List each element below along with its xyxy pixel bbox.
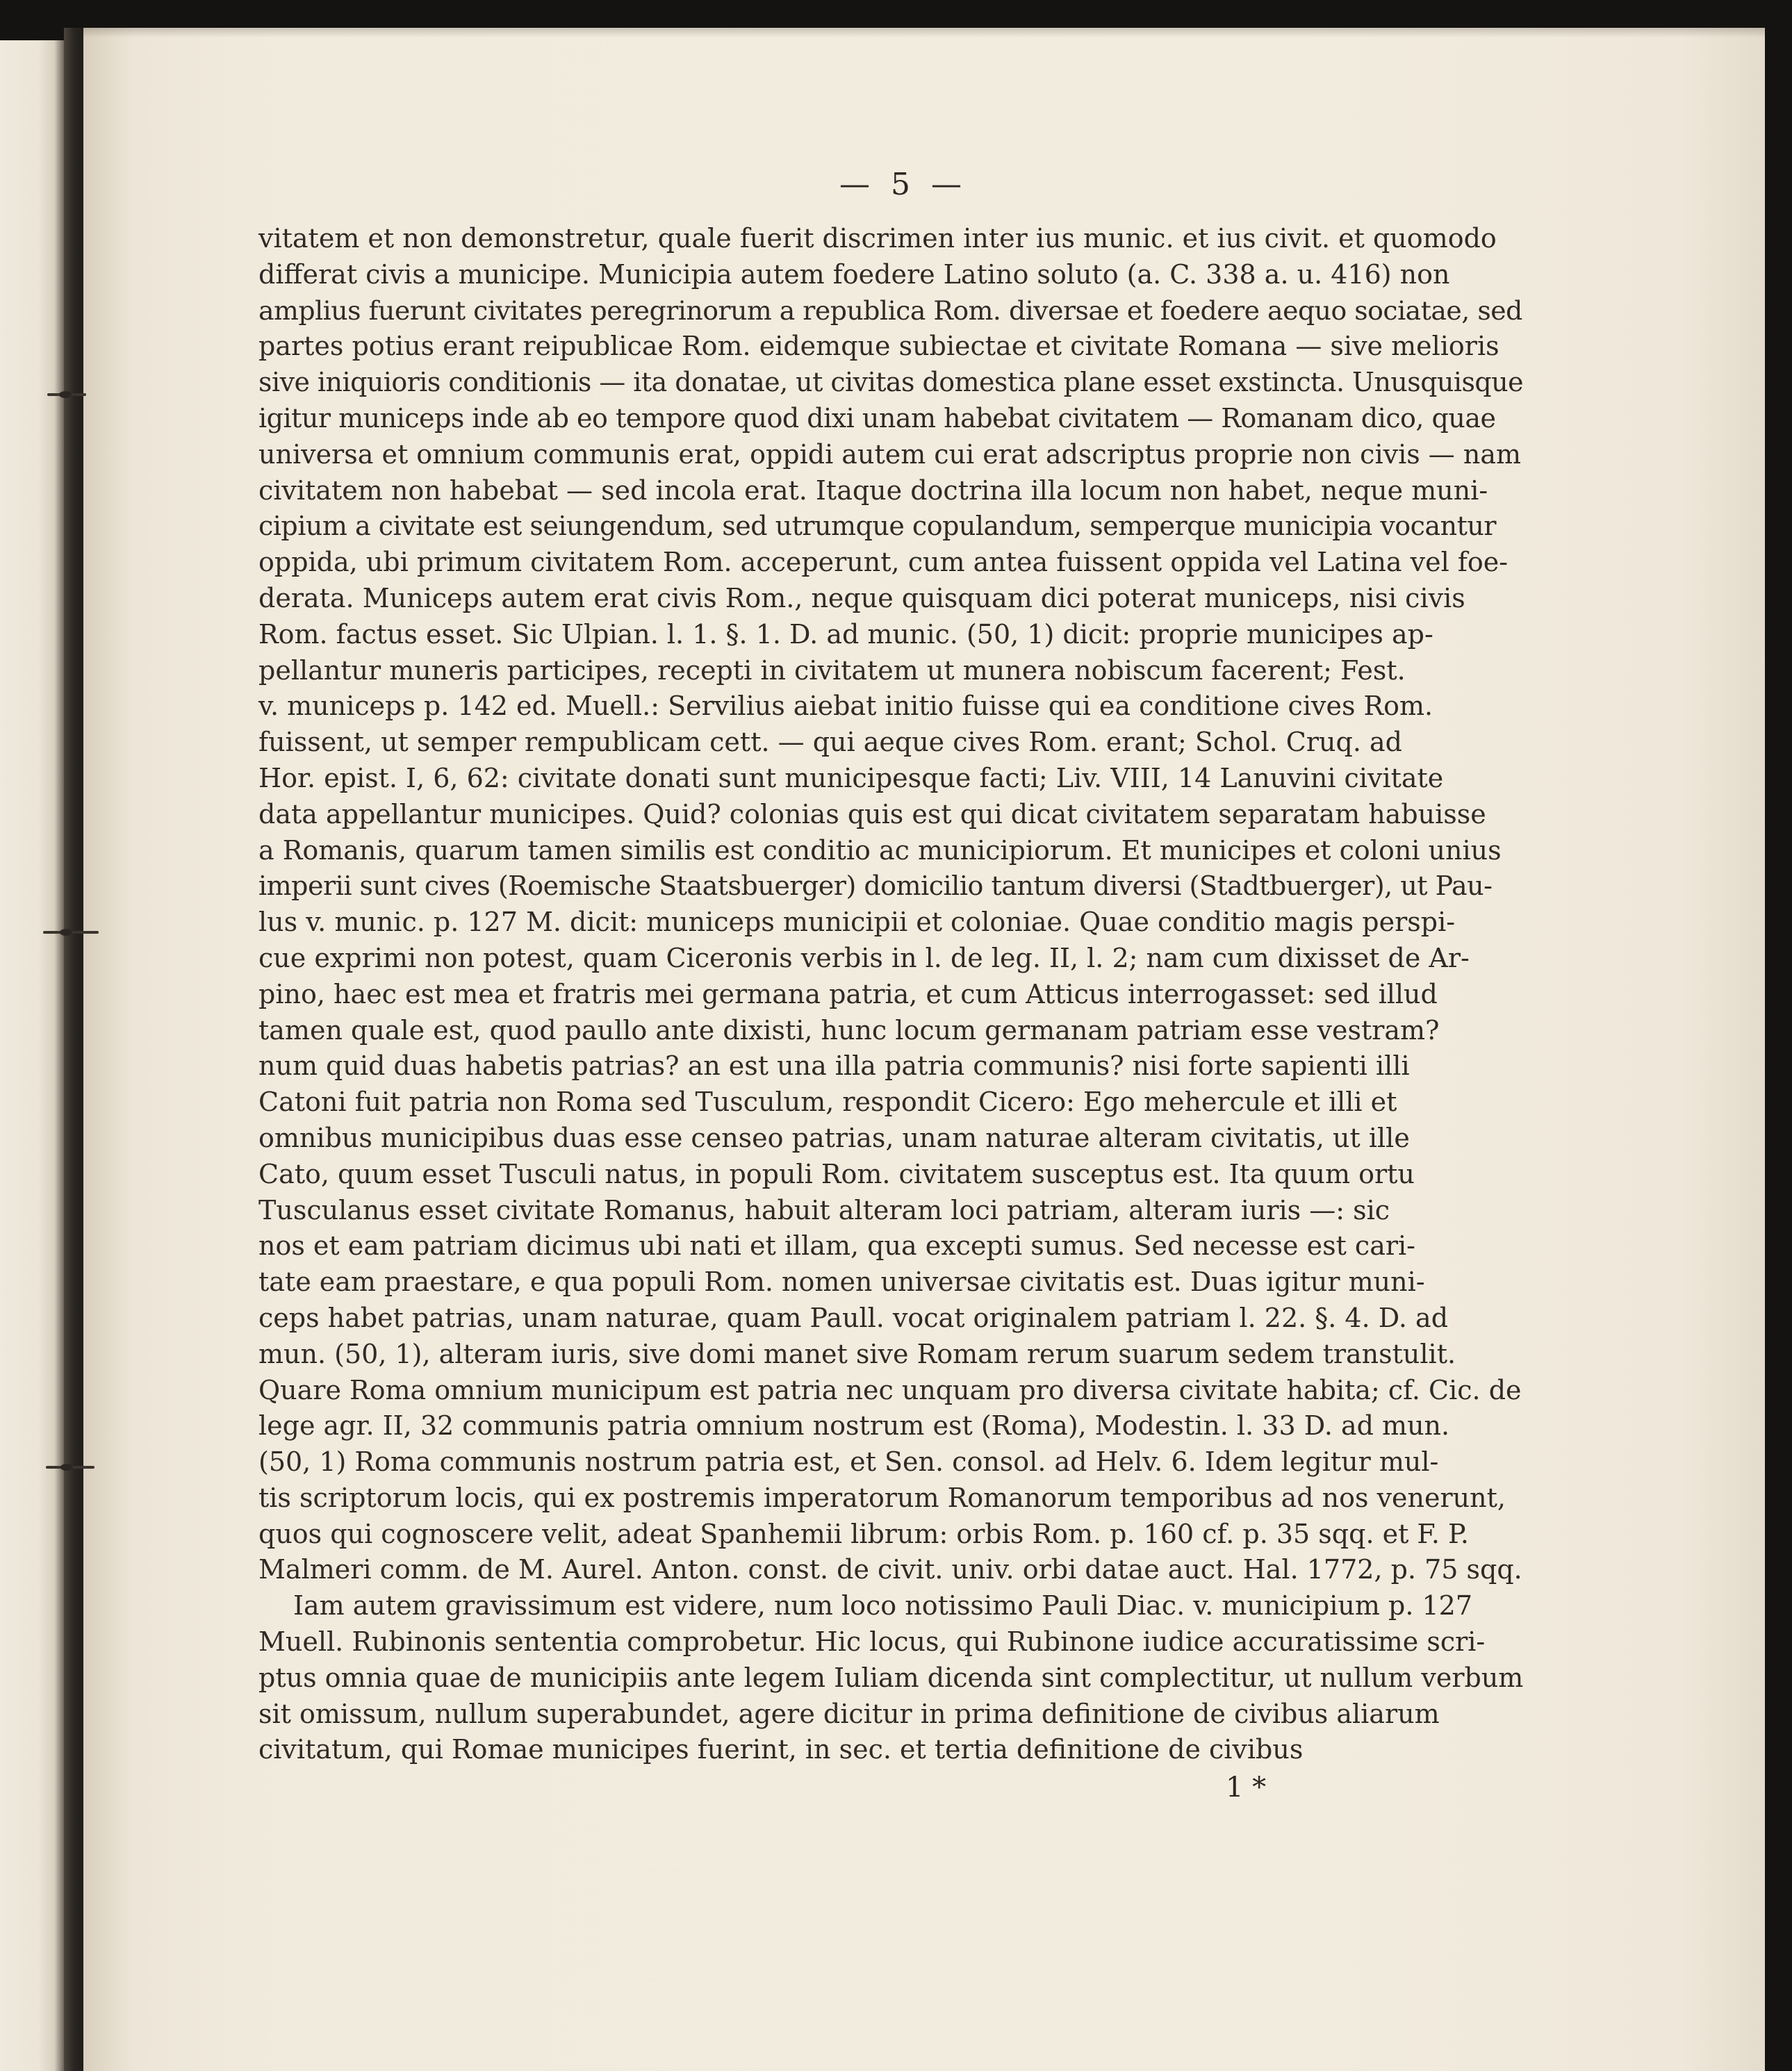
text-line: igitur municeps inde ab eo tempore quod dixi unam habebat civitatem — Romanam dico, quae [258,402,1496,434]
text-line: quos qui cognoscere velit, adeat Spanhemii librum: orbis Rom. p. 160 cf. p. 35 sqq. et F. P. [258,1518,1469,1549]
left-page-edge [0,40,64,2071]
text-line: nos et eam patriam dicimus ubi nati et illam, qua excepti sumus. Sed necesse est cari- [258,1230,1416,1262]
text-line: imperii sunt cives (Roemische Staatsbuerger) domicilio tantum diversi (Stadtbuerger), ut Pau- [258,871,1493,902]
text-line: omnibus municipibus duas esse censeo patrias, unam naturae alteram civitatis, ut ille [258,1122,1410,1153]
text-line: lege agr. II, 32 communis patria omnium nostrum est (Roma), Modestin. l. 33 D. ad mun. [258,1410,1450,1442]
text-line: Hor. epist. I, 6, 62: civitate donati sunt municipesque facti; Liv. VIII, 14 Lanuvini civitate [258,762,1444,793]
text-line: v. municeps p. 142 ed. Muell.: Servilius aiebat initio fuisse qui ea conditione cives Rom. [258,691,1433,722]
text-line: oppida, ubi primum civitatem Rom. acceperunt, cum antea fuissent oppida vel Latina vel foe- [258,547,1509,578]
text-line: tamen quale est, quod paullo ante dixisti, hunc locum germanam patriam esse vestram? [258,1014,1440,1046]
text-line: pino, haec est mea et fratris mei germana patria, et cum Atticus interrogasset: sed illud [258,978,1438,1009]
text-line: cue exprimi non potest, quam Ciceronis verbis in l. de leg. II, l. 2; nam cum dixisset de Ar- [258,942,1470,973]
text-line: ptus omnia quae de municipiis ante legem Iuliam dicenda sint complectitur, ut nullum verbum [258,1662,1524,1693]
text-line: Quare Roma omnium municipum est patria nec unquam pro diversa civitate habita; cf. Cic. de [258,1374,1522,1405]
text-line: (50, 1) Roma communis nostrum patria est, et Sen. consol. ad Helv. 6. Idem legitur mul- [258,1446,1439,1478]
binding-thread [47,393,86,396]
text-line: Rom. factus esset. Sic Ulpian. l. 1. §. 1. D. ad munic. (50, 1) dicit: proprie municipes ap- [258,618,1433,650]
binding-thread [46,1466,94,1469]
page-number-header: — 5 — [839,167,967,202]
text-line: civitatum, qui Romae municipes fuerint, in sec. et tertia definitione de civibus [258,1734,1304,1765]
text-line: civitatem non habebat — sed incola erat. Itaque doctrina illa locum non habet, neque muni- [258,475,1488,506]
text-line: amplius fuerunt civitates peregrinorum a republica Rom. diversae et foedere aequo sociatae, sed [258,295,1522,326]
text-line: ceps habet patrias, unam naturae, quam Paull. vocat originalem patriam l. 22. §. 4. D. ad [258,1302,1449,1333]
text-line: sive iniquioris conditionis — ita donatae, ut civitas domestica plane esset exstincta. Unusquisque [258,367,1524,398]
text-line: Cato, quum esset Tusculi natus, in populi Rom. civitatem susceptus est. Ita quum ortu [258,1158,1415,1189]
text-line: pellantur muneris participes, recepti in civitatem ut munera nobiscum facerent; Fest. [258,654,1406,686]
text-line: Muell. Rubinonis sententia comprobetur. Hic locus, qui Rubinone iudice accuratissime scri- [258,1626,1486,1658]
body-text [258,221,1523,1768]
text-line: partes potius erant reipublicae Rom. eidemque subiectae et civitate Romana — sive melioris [258,331,1499,362]
paragraph [258,1588,1523,1768]
page-top-shadow [83,28,1765,38]
text-line: tate eam praestare, e qua populi Rom. nomen universae civitatis est. Duas igitur muni- [258,1266,1425,1298]
text-line: Catoni fuit patria non Roma sed Tusculum, respondit Cicero: Ego mehercule et illi et [258,1087,1397,1118]
text-line: universa et omnium communis erat, oppidi autem cui erat adscriptus proprie non civis — nam [258,438,1522,470]
text-line: lus v. munic. p. 127 M. dicit: municeps municipii et coloniae. Quae conditio magis perspi- [258,907,1456,938]
text-line: tis scriptorum locis, qui ex postremis imperatorum Romanorum temporibus ad nos venerunt, [258,1482,1506,1513]
text-line: Tusculanus esset civitate Romanus, habuit alteram loci patriam, alteram iuris —: sic [258,1194,1390,1226]
text-line: data appellantur municipes. Quid? colonias quis est qui dicat civitatem separatam habuisse [258,798,1486,830]
binding-thread [43,931,99,934]
text-line: derata. Municeps autem erat civis Rom., neque quisquam dici poterat municeps, nisi civis [258,582,1465,613]
text-line: Malmeri comm. de M. Aurel. Anton. const. de civit. univ. orbi datae auct. Hal. 1772, p. 75 sqq. [258,1554,1522,1585]
text-line: mun. (50, 1), alteram iuris, sive domi manet sive Romam rerum suarum sedem transtulit. [258,1338,1456,1369]
text-line: vitatem et non demonstretur, quale fuerit discrimen inter ius munic. et ius civit. et quomodo [258,223,1497,254]
text-line: num quid duas habetis patrias? an est una illa patria communis? nisi forte sapienti illi [258,1050,1410,1082]
text-line: fuissent, ut semper rempublicam cett. — qui aeque cives Rom. erant; Schol. Cruq. ad [258,727,1402,758]
text-line: Iam autem gravissimum est videre, num loco notissimo Pauli Diac. v. municipium p. 127 [293,1590,1473,1622]
text-line: cipium a civitate est seiungendum, sed utrumque copulandum, semperque municipia vocantur [258,511,1496,542]
text-line: differat civis a municipe. Municipia autem foedere Latino soluto (a. C. 338 a. u. 416) non [258,258,1450,290]
text-line: sit omissum, nullum superabundet, agere dicitur in prima definitione de civibus aliarum [258,1698,1440,1729]
signature-mark: 1 * [1226,1772,1267,1804]
text-line: a Romanis, quarum tamen similis est conditio ac municipiorum. Et municipes et coloni unius [258,834,1502,866]
paragraph [258,221,1523,1588]
